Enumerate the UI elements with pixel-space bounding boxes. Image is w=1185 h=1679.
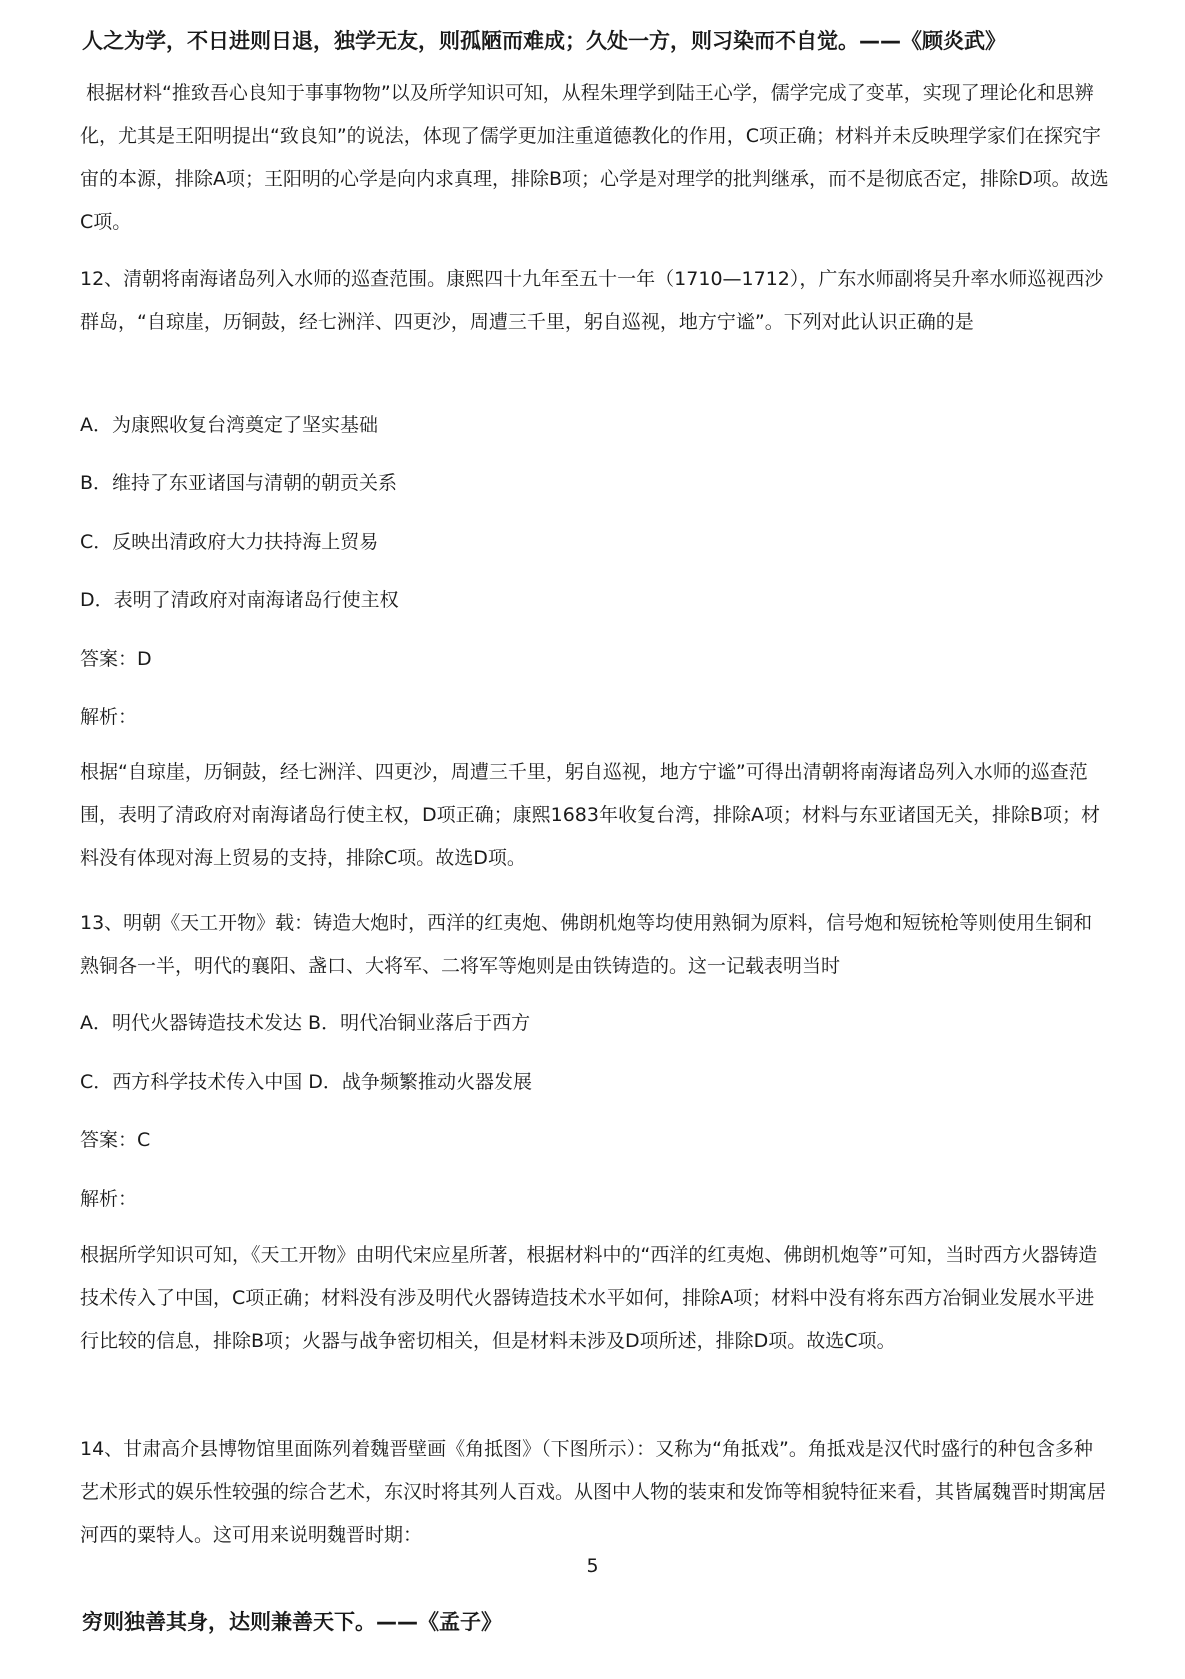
q11-analysis: 根据材料“推致吾心良知于事事物物”以及所学知识可知，从程朱理学到陆王心学，儒学完成了变革，实现了理论化和思辨化，尤其是王阳明提出“致良知”的说法，体现了儒学更加注重道德教化的作用，C项正确；材料并未反映理学家们在探究宇宙的本源，排除A项；王阳明的心学是向内求真理，排除B项；心学是对理学的批判继承，而不是彻底否定，排除D项。故选C项。 — [80, 82, 1109, 233]
q13-analysis-label: 解析： — [80, 1188, 138, 1210]
q13-stem: 13、明朝《天工开物》载：铸造大炮时，西洋的红夷炮、佛朗机炮等均使用熟铜为原料，信号炮和短铳枪等则使用生铜和熟铜各一半，明代的襄阳、盏口、大将军、二将军等炮则是由铁铸造的。这一记载表明当时 — [80, 912, 1093, 977]
q13-answer: 答案：C — [80, 1129, 151, 1151]
header-quote: 人之为学，不日进则日退，独学无友，则孤陋而难成；久处一方，则习染而不自觉。——《顾炎武》 — [82, 29, 1006, 53]
q13-options-cd: C．西方科学技术传入中国 D．战争频繁推动火器发展 — [80, 1071, 532, 1093]
q12-option-c: C．反映出清政府大力扶持海上贸易 — [80, 531, 379, 553]
q14-stem: 14、甘肃高介县博物馆里面陈列着魏晋壁画《角抵图》（下图所示）：又称为“角抵戏”。角抵戏是汉代时盛行的种包含多种艺术形式的娱乐性较强的综合艺术，东汉时将其列人百戏。从图中人物的装束和发饰等相貌特征来看，其皆属魏晋时期寓居河西的粟特人。这可用来说明魏晋时期： — [80, 1438, 1107, 1546]
q12-answer: 答案：D — [80, 648, 152, 670]
q13-options-ab: A．明代火器铸造技术发达 B．明代冶铜业落后于西方 — [80, 1012, 531, 1034]
footer-quote: 穷则独善其身，达则兼善天下。——《孟子》 — [82, 1610, 502, 1634]
q12-option-d: D．表明了清政府对南海诸岛行使主权 — [80, 589, 399, 611]
q13-analysis: 根据所学知识可知，《天工开物》由明代宋应星所著，根据材料中的“西洋的红夷炮、佛朗机炮等”可知，当时西方火器铸造技术传入了中国，C项正确；材料没有涉及明代火器铸造技术水平如何，排除A项；材料中没有将东西方冶铜业发展水平进行比较的信息，排除B项；火器与战争密切相关，但是材料未涉及D项所述，排除D项。故选C项。 — [80, 1244, 1098, 1352]
q12-analysis-label: 解析： — [80, 706, 138, 728]
q12-stem: 12、清朝将南海诸岛列入水师的巡查范围。康熙四十九年至五十一年（1710—1712），广东水师副将吴升率水师巡视西沙群岛，“自琼崖，历铜鼓，经七洲洋、四更沙，周遭三千里，躬自巡视，地方宁谧”。下列对此认识正确的是 — [80, 268, 1104, 333]
q12-analysis: 根据“自琼崖，历铜鼓，经七洲洋、四更沙，周遭三千里，躬自巡视，地方宁谧”可得出清朝将南海诸岛列入水师的巡查范围，表明了清政府对南海诸岛行使主权，D项正确；康熙1683年收复台湾，排除A项；材料与东亚诸国无关，排除B项；材料没有体现对海上贸易的支持，排除C项。故选D项。 — [80, 761, 1101, 869]
q12-option-a: A．为康熙收复台湾奠定了坚实基础 — [80, 414, 378, 436]
q12-option-b: B．维持了东亚诸国与清朝的朝贡关系 — [80, 472, 398, 494]
page-number: 5 — [586, 1555, 599, 1577]
